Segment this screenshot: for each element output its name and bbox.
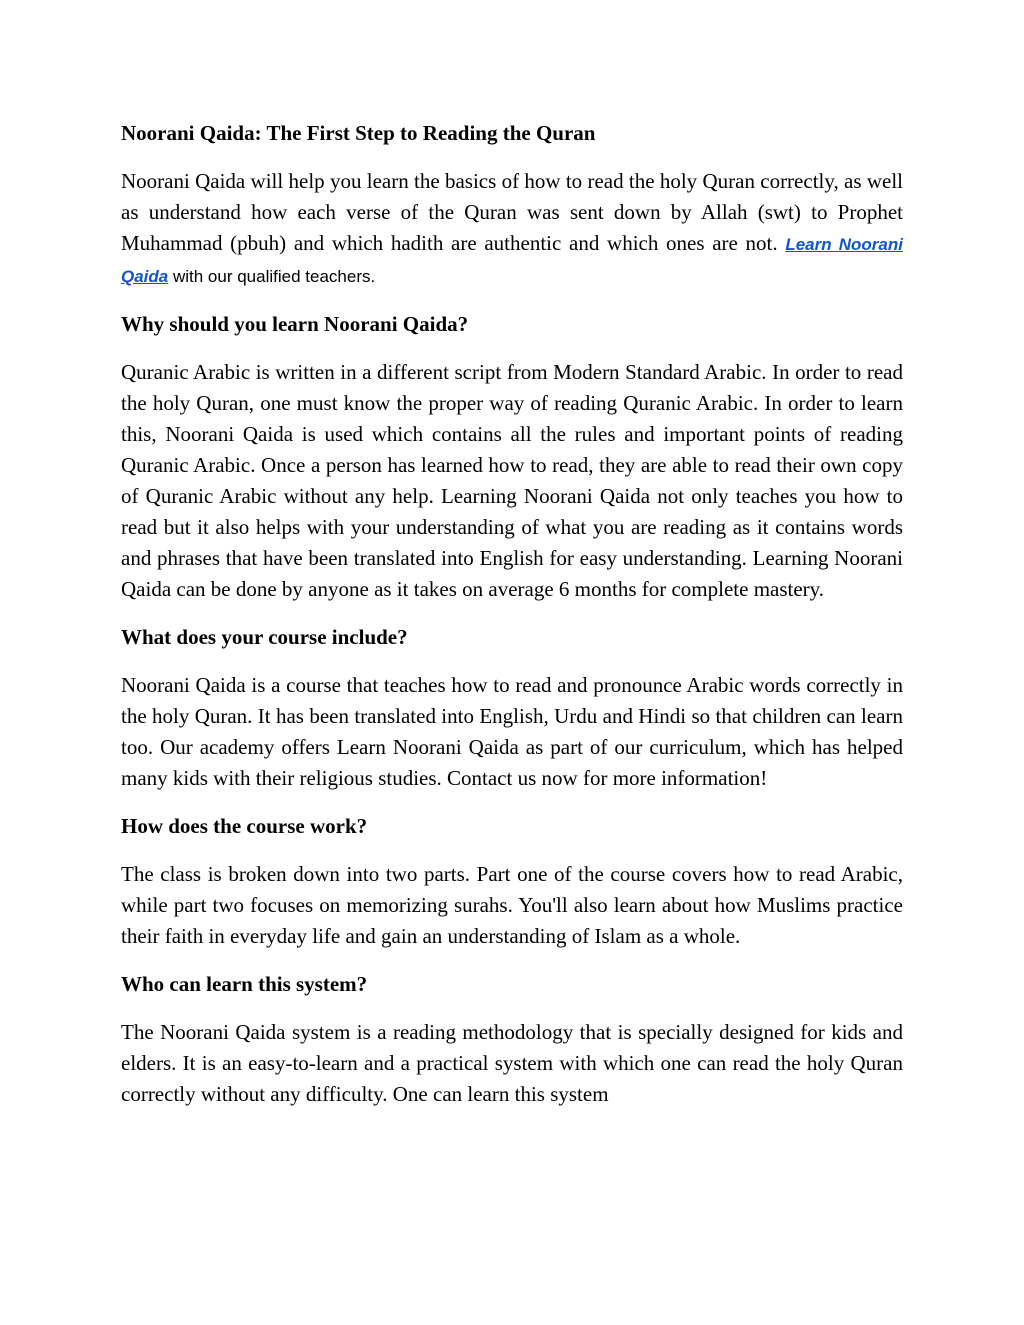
section-heading-who-can-learn: Who can learn this system? — [121, 972, 368, 996]
section-body-how-course-works: The class is broken down into two parts. Part one of the course covers how to read Arabic, while part two focuses on memorizing surahs. You'll also learn about how Muslims practice their faith in everyday life and gain an understanding of Islam as a whole. — [121, 862, 903, 948]
section-body-intro — [121, 166, 903, 292]
intro-tail-text: with our qualified teachers. — [168, 267, 376, 286]
document-page — [121, 118, 903, 1127]
section-heading-course-include: What does your course include? — [121, 625, 408, 649]
section-body-why: Quranic Arabic is written in a different script from Modern Standard Arabic. In order to read the holy Quran, one must know the proper way of reading Quranic Arabic. In order to learn this, Noorani Qaida is used which contains all the rules and important points of reading Quranic Arabic. Once a person has learned how to read, they are able to read their own copy of Quranic Arabic without any help. Learning Noorani Qaida not only teaches you how to read but it also helps with your understanding of what you are reading as it contains words and phrases that have been translated into English for easy understanding. Learning Noorani Qaida can be done by anyone as it takes on average 6 months for complete mastery. — [121, 360, 903, 601]
section-heading-why: Why should you learn Noorani Qaida? — [121, 312, 469, 336]
learn-noorani-qaida-link[interactable]: Learn Noorani Qaida — [121, 235, 903, 286]
section-heading-how-course-works: How does the course work? — [121, 814, 368, 838]
section-body-who-can-learn: The Noorani Qaida system is a reading methodology that is specially designed for kids and elders. It is an easy-to-learn and a practical system with which one can read the holy Quran correctly without any difficulty. One can learn this system — [121, 1020, 903, 1106]
section-heading-intro: Noorani Qaida: The First Step to Reading the Quran — [121, 121, 596, 145]
intro-text: Noorani Qaida will help you learn the basics of how to read the holy Quran correctly, as well as understand how each verse of the Quran was sent down by Allah (swt) to Prophet Muhammad (pbuh) and which hadith are authentic and which ones are not. — [121, 169, 903, 255]
section-body-course-include: Noorani Qaida is a course that teaches how to read and pronounce Arabic words correctly in the holy Quran. It has been translated into English, Urdu and Hindi so that children can learn too. Our academy offers Learn Noorani Qaida as part of our curriculum, which has helped many kids with their religious studies. Contact us now for more information! — [121, 673, 903, 790]
